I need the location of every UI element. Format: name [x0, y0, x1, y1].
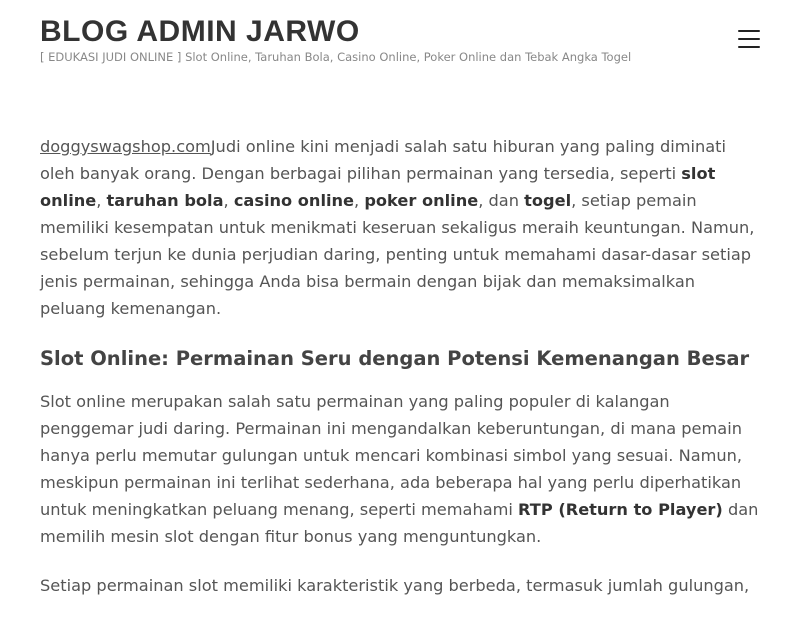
keyword-slot-online: slot online [40, 164, 716, 210]
menu-bar [738, 30, 760, 32]
keyword-rtp: RTP (Return to Player) [518, 500, 723, 519]
text-span: , [223, 191, 234, 210]
hamburger-menu-icon[interactable] [738, 30, 760, 48]
site-header [40, 14, 760, 74]
intro-paragraph [40, 133, 760, 322]
text-span: Judi online kini menjadi salah satu hiburan yang paling diminati oleh banyak orang. Dengan berbagai pilihan permainan yang tersedia, seperti [40, 137, 727, 183]
menu-bar [738, 38, 760, 40]
text-span: , [354, 191, 365, 210]
text-span: , dan [478, 191, 525, 210]
menu-bar [738, 46, 760, 48]
site-title[interactable]: BLOG ADMIN JARWO [40, 15, 360, 48]
slot-paragraph [40, 388, 760, 550]
article-content [40, 133, 760, 621]
keyword-casino-online: casino online [233, 191, 355, 210]
slot-paragraph-2: Setiap permainan slot memiliki karakteristik yang berbeda, termasuk jumlah gulungan, [40, 576, 750, 595]
text-span: Slot online merupakan salah satu permainan yang paling populer di kalangan penggemar judi daring. Permainan ini mengandalkan keberuntungan, di mana pemain hanya perlu memutar gulungan untuk mencari kombinasi simbol yang sesuai. Namun, meskipun permainan ini terlihat sederhana, ada beberapa hal yang perlu diperhatikan untuk meningkatkan peluang menang, seperti memahami [40, 392, 743, 519]
section-heading-slot-online: Slot Online: Permainan Seru dengan Potensi Kemenangan Besar [40, 347, 750, 370]
keyword-togel: togel [524, 191, 572, 210]
site-tagline: [ EDUKASI JUDI ONLINE ] Slot Online, Taruhan Bola, Casino Online, Poker Online dan Tebak Angka Togel [40, 50, 632, 64]
text-span: dan memilih mesin slot dengan fitur bonus yang menguntungkan. [40, 500, 759, 546]
text-span: , setiap pemain memiliki kesempatan untuk menikmati keseruan sekaligus meraih keuntungan. Namun, sebelum terjun ke dunia perjudian daring, penting untuk memahami dasar-dasar setiap jenis permainan, sehingga Anda bisa bermain dengan bijak dan memaksimalkan peluang kemenangan. [40, 191, 755, 318]
text-span: , [96, 191, 107, 210]
keyword-taruhan-bola: taruhan bola [106, 191, 224, 210]
keyword-poker-online: poker online [364, 191, 479, 210]
source-link[interactable]: doggyswagshop.com [40, 137, 211, 156]
